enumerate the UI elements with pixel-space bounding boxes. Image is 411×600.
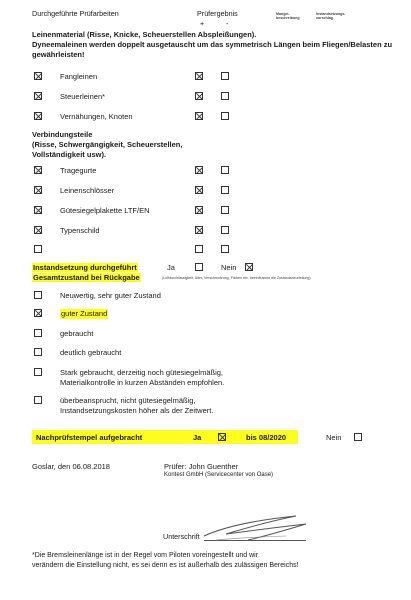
condition-option-label: überbeansprucht, nicht gütesiegelmäßig, Instandsetzungskosten höher als der Zeitwert. [60, 396, 214, 415]
defect-column-header: Mangel- beschreibung [276, 12, 300, 20]
result-plus-checkbox[interactable] [195, 112, 203, 120]
result-plus-checkbox[interactable] [195, 206, 203, 214]
checklist-item-checkbox[interactable] [34, 112, 42, 120]
result-plus-checkbox[interactable] [195, 166, 203, 174]
lines-note: Dyneemaleinen werden doppelt ausgetauscht um das symmetrisch Längen beim Fliegen/Belasten zu gewährleisten! [32, 40, 393, 59]
condition-option-checkbox[interactable] [34, 396, 42, 404]
checklist-item-label: Tragegurte [60, 166, 97, 175]
result-minus-checkbox[interactable] [221, 112, 229, 120]
condition-option-label: gebraucht [60, 329, 94, 338]
condition-option-label: deutlich gebraucht [60, 348, 122, 357]
stamp-yes-label: Ja [193, 433, 202, 442]
result-minus-checkbox[interactable] [221, 166, 229, 174]
footnote: *Die Bremsleinenlänge ist in der Regel vom Piloten voreingestellt und wir verändern die Einstellung nicht, es sei denn es ist außerhalb des zulässigen Bereichs! [32, 552, 299, 569]
stamp-yes-checkbox[interactable] [218, 433, 226, 441]
checklist-item-checkbox[interactable] [34, 245, 42, 253]
inspector-name: Prüfer: John Guenther [164, 462, 239, 471]
result-minus-checkbox[interactable] [221, 206, 229, 214]
condition-option-checkbox[interactable] [34, 291, 42, 299]
condition-heading: Gesamtzustand bei Rückgabe [33, 273, 140, 282]
place-date: Goslar, den 06.08.2018 [32, 462, 110, 471]
checklist-item-checkbox[interactable] [34, 186, 42, 194]
result-plus-checkbox[interactable] [195, 186, 203, 194]
checklist-item-checkbox[interactable] [34, 226, 42, 234]
result-plus-checkbox[interactable] [195, 226, 203, 234]
signature-label: Unterschrift [163, 532, 200, 541]
checklist-item-label: Leinenschlösser [60, 186, 115, 195]
minus-header: - [226, 19, 229, 28]
connections-heading: Verbindungsteile (Risse, Schwergängigkeit, Scheuerstellen, Vollständigkeit usw). [32, 130, 183, 159]
condition-option-label: guter Zustand [61, 309, 108, 318]
checks-column-header: Durchgeführte Prüfarbeiten [32, 9, 119, 18]
repair-column-header: Instandsetzungs- vorschlag [316, 12, 346, 20]
repair-no-checkbox[interactable] [245, 263, 253, 271]
result-plus-checkbox[interactable] [195, 245, 203, 253]
stamp-no-label: Nein [326, 433, 342, 442]
repair-no-label: Nein [221, 263, 237, 272]
condition-option-checkbox[interactable] [34, 309, 42, 317]
result-minus-checkbox[interactable] [221, 245, 229, 253]
lines-heading: Leinenmaterial (Risse, Knicke, Scheuerstellen Abspleißungen). [32, 30, 257, 39]
condition-option-checkbox[interactable] [34, 368, 42, 376]
checklist-item-checkbox[interactable] [34, 92, 42, 100]
result-minus-checkbox[interactable] [221, 92, 229, 100]
checklist-item-checkbox[interactable] [34, 166, 42, 174]
inspector-company: Kontest GmbH (Servicecenter von Oase) [164, 472, 274, 478]
result-minus-checkbox[interactable] [221, 186, 229, 194]
handwritten-signature [196, 506, 316, 546]
stamp-label: Nachprüfstempel aufgebracht [36, 433, 143, 442]
condition-option-label: Neuwertig, sehr guter Zustand [60, 291, 161, 300]
condition-subheading: (Luftdurchlässigkeit, Alter, Verschmutzung, Flicken etc. beeinflussen die Zustandsbeurteilung) [162, 276, 311, 280]
checklist-item-label: Typenschild [60, 226, 100, 235]
checklist-item-checkbox[interactable] [34, 72, 42, 80]
result-column-header: Prüfergebnis [197, 9, 238, 18]
checklist-item-checkbox[interactable] [34, 206, 42, 214]
repair-label: Instandsetzung durchgeführt [33, 263, 137, 272]
result-plus-checkbox[interactable] [195, 92, 203, 100]
result-minus-checkbox[interactable] [221, 226, 229, 234]
plus-header: + [200, 19, 205, 28]
checklist-item-label: Steuerleinen* [60, 92, 106, 101]
result-minus-checkbox[interactable] [221, 72, 229, 80]
stamp-until: bis 08/2020 [246, 433, 287, 442]
condition-option-checkbox[interactable] [34, 329, 42, 337]
repair-yes-checkbox[interactable] [195, 263, 203, 271]
repair-yes-label: Ja [167, 263, 175, 272]
condition-option-checkbox[interactable] [34, 348, 42, 356]
checklist-item-label: Gütesiegelplakette LTF/EN [60, 206, 150, 215]
result-plus-checkbox[interactable] [195, 72, 203, 80]
condition-option-label: Stark gebraucht, derzeitig noch gütesiegelmäßig, Materialkontrolle in kurzen Abständen empfohlen. [60, 368, 225, 387]
checklist-item-label: Fangleinen [60, 72, 98, 81]
stamp-no-checkbox[interactable] [354, 433, 362, 441]
checklist-item-label: Vernähungen, Knoten [60, 112, 133, 121]
